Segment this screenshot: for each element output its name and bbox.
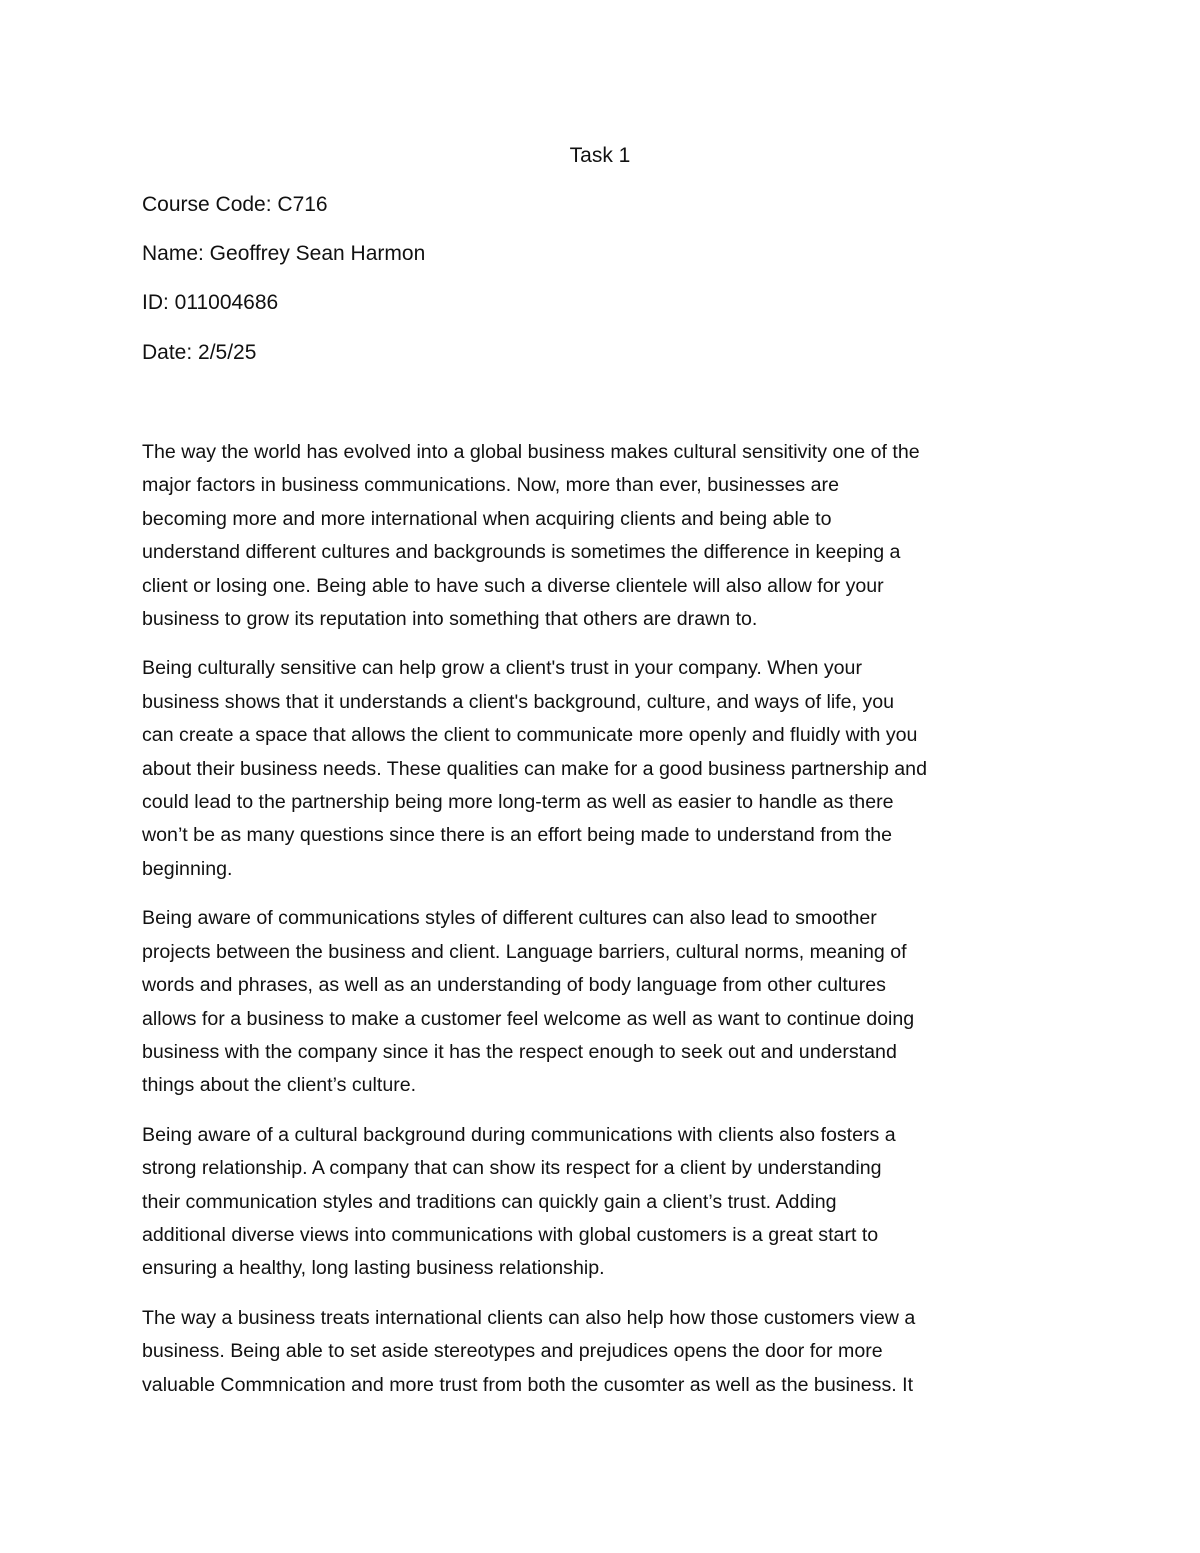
- paragraph-line: could lead to the partnership being more long-term as well as easier to handle as there: [142, 791, 894, 814]
- paragraph-line: won’t be as many questions since there is an effort being made to understand from the: [142, 824, 893, 847]
- paragraph-4: [142, 1119, 1062, 1286]
- paragraph-line: can create a space that allows the client to communicate more openly and fluidly with you: [142, 724, 918, 747]
- paragraph-2: [142, 652, 1062, 886]
- paragraph-line: Being aware of a cultural background during communications with clients also fosters a: [142, 1123, 896, 1146]
- paragraph-line: major factors in business communications. Now, more than ever, businesses are: [142, 474, 839, 497]
- paragraph-line: words and phrases, as well as an understanding of body language from other cultures: [142, 974, 886, 997]
- paragraph-line: client or losing one. Being able to have such a diverse clientele will also allow for your: [142, 574, 884, 597]
- paragraph-line: their communication styles and traditions can quickly gain a client’s trust. Adding: [142, 1190, 837, 1213]
- date-line: Date: 2/5/25: [142, 341, 257, 364]
- paragraph-line: strong relationship. A company that can show its respect for a client by understanding: [142, 1157, 882, 1180]
- document-title: Task 1: [569, 144, 631, 167]
- paragraph-line: beginning.: [142, 857, 233, 880]
- paragraph-line: business shows that it understands a client's background, culture, and ways of life, you: [142, 690, 894, 713]
- paragraph-line: additional diverse views into communications with global customers is a great start to: [142, 1223, 879, 1246]
- paragraph-line: business. Being able to set aside stereotypes and prejudices opens the door for more: [142, 1340, 883, 1363]
- paragraph-line: projects between the business and client. Language barriers, cultural norms, meaning of: [142, 940, 907, 963]
- paragraph-line: understand different cultures and backgrounds is sometimes the difference in keeping a: [142, 541, 901, 564]
- paragraph-line: allows for a business to make a customer feel welcome as well as want to continue doing: [142, 1007, 915, 1030]
- paragraph-line: Being aware of communications styles of different cultures can also lead to smoother: [142, 907, 877, 930]
- paragraph-line: valuable Commnication and more trust from both the cusomter as well as the business. It: [142, 1373, 914, 1396]
- paragraph-line: The way a business treats international clients can also help how those customers view a: [142, 1306, 916, 1329]
- paragraph-line: ensuring a healthy, long lasting business relationship.: [142, 1257, 605, 1280]
- paragraph-1: [142, 436, 1062, 636]
- paragraph-line: about their business needs. These qualities can make for a good business partnership and: [142, 757, 927, 780]
- paragraph-line: business with the company since it has the respect enough to seek out and understand: [142, 1040, 897, 1063]
- essay-body: [142, 436, 1062, 1418]
- paragraph-line: becoming more and more international when acquiring clients and being able to: [142, 507, 832, 530]
- paragraph-line: The way the world has evolved into a global business makes cultural sensitivity one of the: [142, 441, 920, 463]
- id-line: ID: 011004686: [142, 291, 279, 314]
- paragraph-line: things about the client’s culture.: [142, 1074, 417, 1097]
- paragraph-5: [142, 1302, 1062, 1402]
- paragraph-line: Being culturally sensitive can help grow a client's trust in your company. When your: [142, 657, 862, 680]
- course-code-line: Course Code: C716: [142, 193, 328, 216]
- paragraph-line: business to grow its reputation into something that others are drawn to.: [142, 608, 758, 631]
- name-line: Name: Geoffrey Sean Harmon: [142, 242, 426, 265]
- paragraph-3: [142, 902, 1062, 1102]
